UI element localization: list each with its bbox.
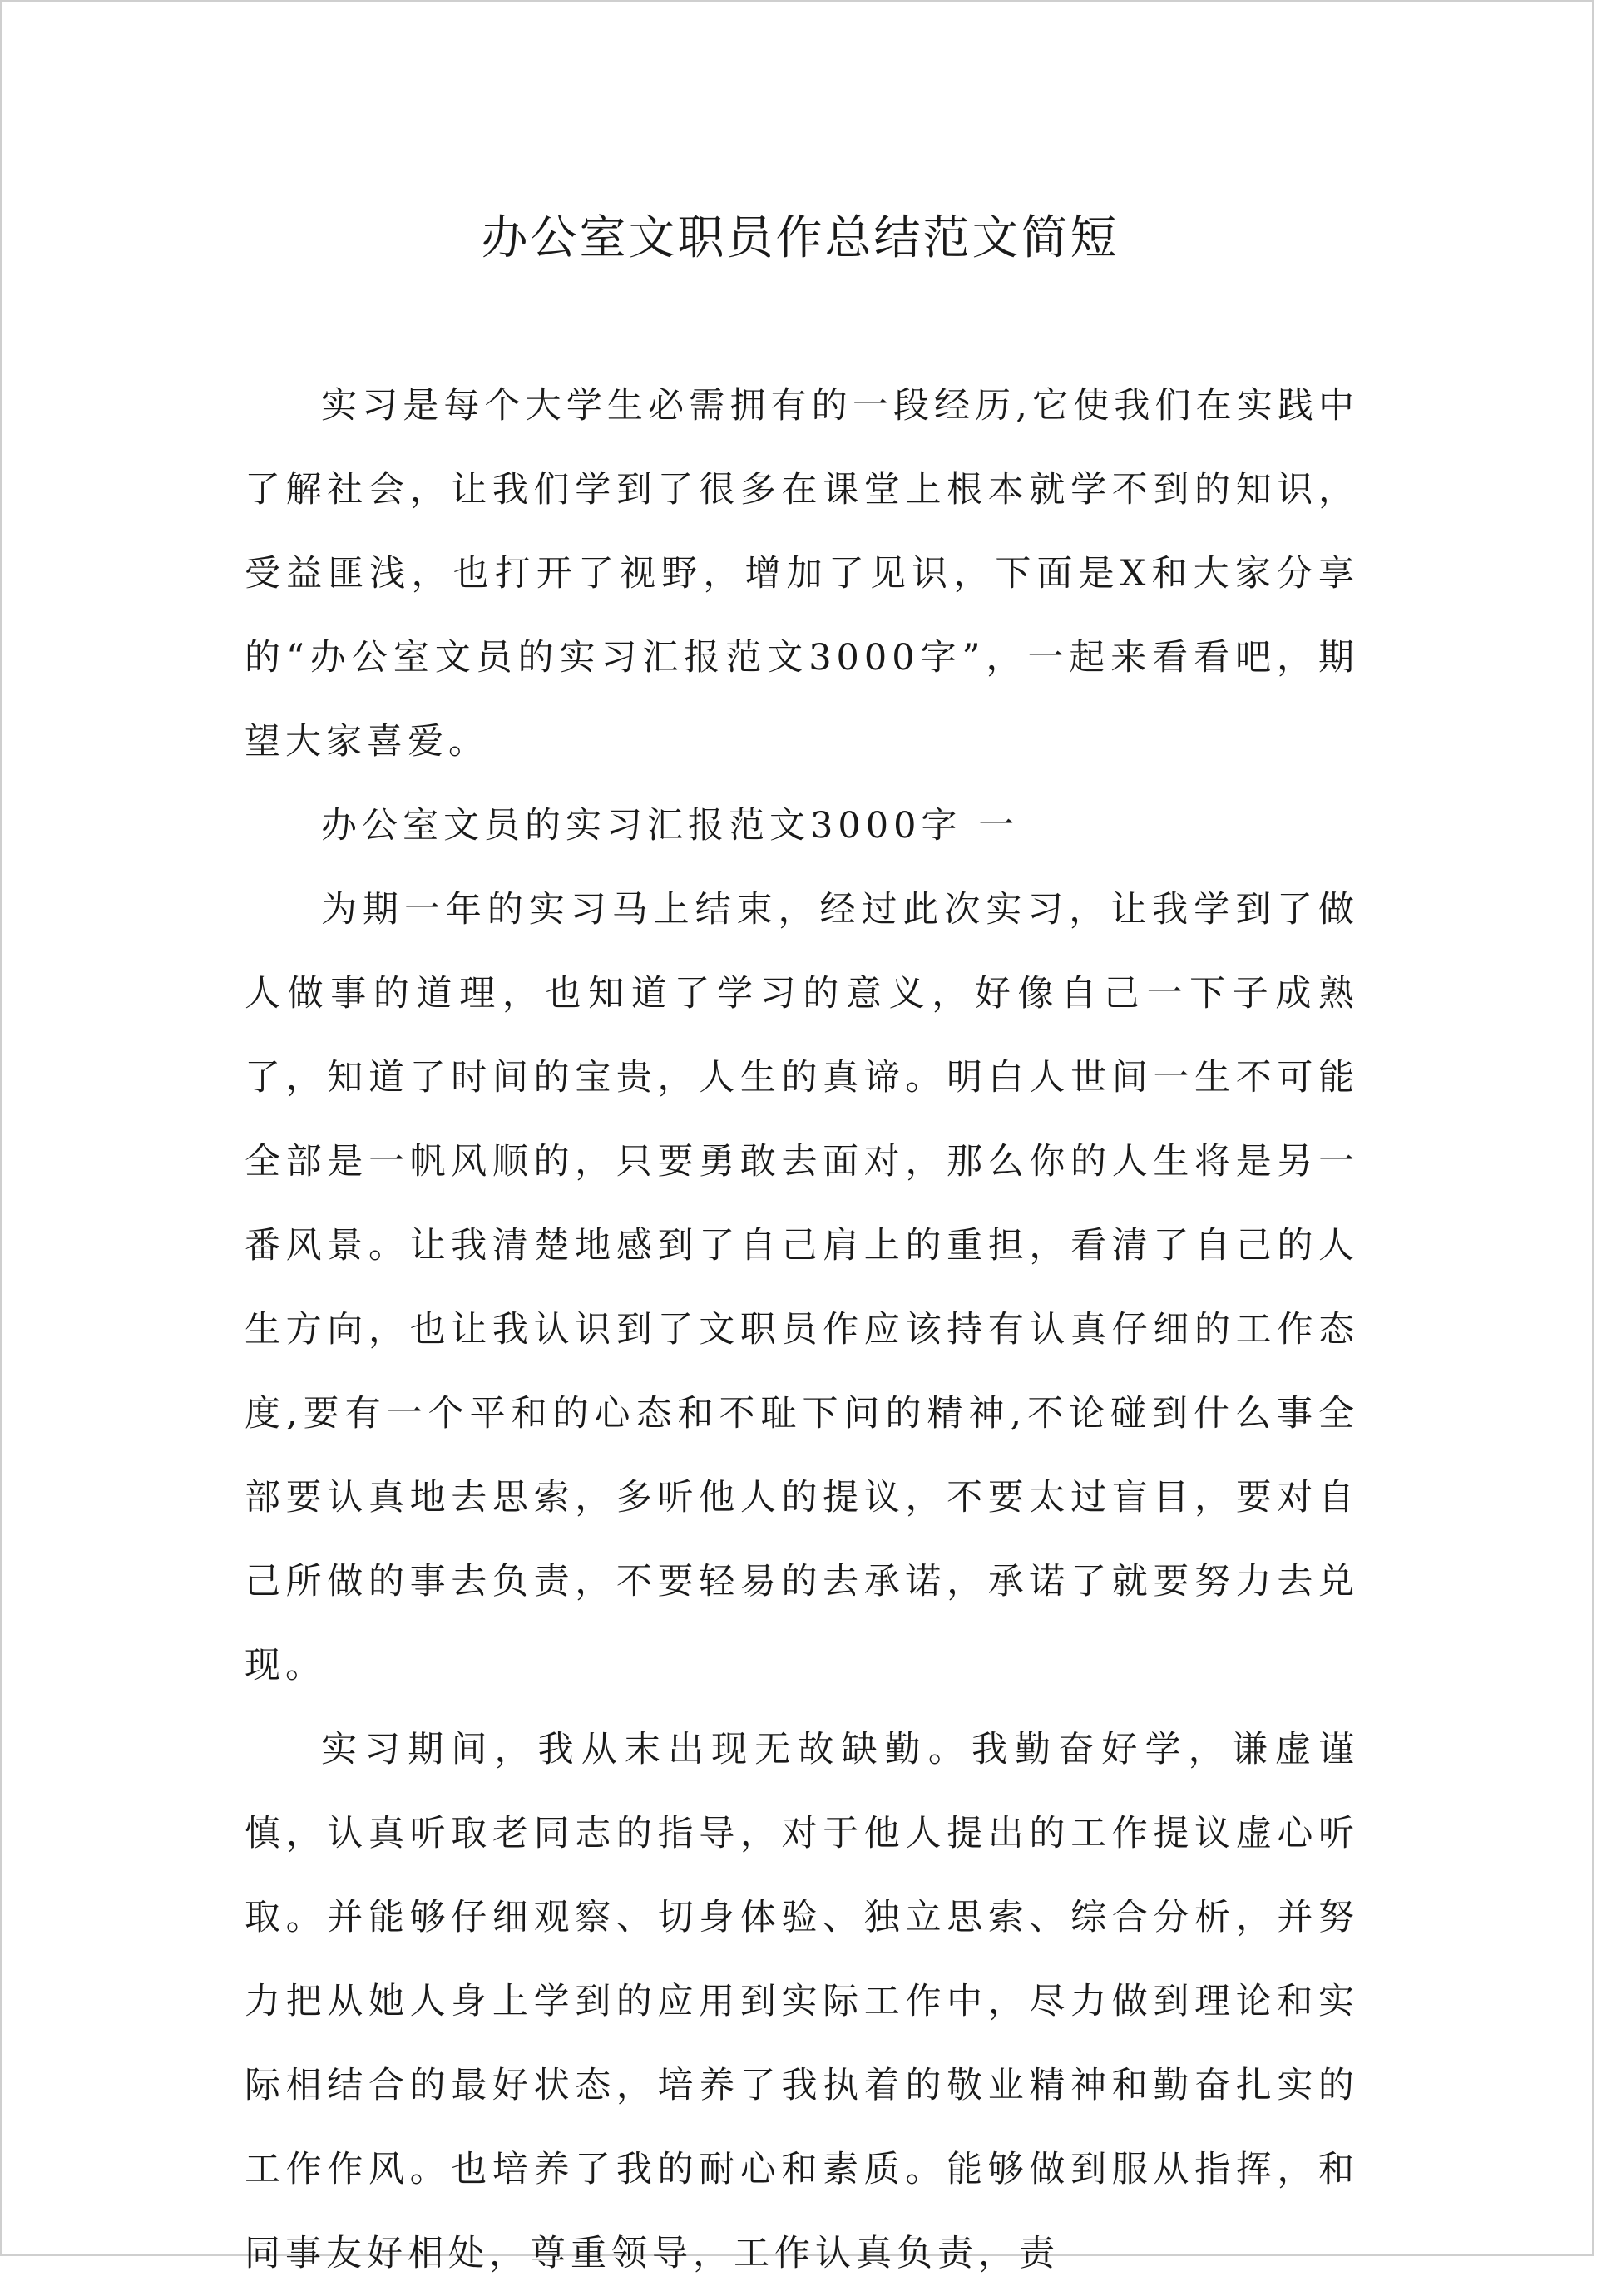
document-title: 办公室文职员作总结范文简短 <box>481 211 1120 265</box>
paragraph-reflection: 为期一年的实习马上结束，经过此次实习，让我学到了做人做事的道理，也知道了学习的意义，好像自己一下子成熟了，知道了时间的宝贵，人生的真谛。明白人世间一生不可能全部是一帆风顺的，只要勇敢去面对，那么你的人生将是另一番风景。让我清楚地感到了自己肩上的重担，看清了自己的人生方向，也让我认识到了文职员作应该持有认真仔细的工作态度,要有一个平和的心态和不耻下问的精神,不论碰到什么事全部要认真地去思索，多听他人的提议，不要太过盲目，要对自己所做的事去负责，不要轻易的去承诺，承诺了就要努力去兑现。 <box>245 889 1359 1686</box>
document-body <box>245 364 1359 2296</box>
paragraph-intro: 实习是每个大学生必需拥有的一段经历,它使我们在实践中了解社会，让我们学到了很多在课堂上根本就学不到的知识，受益匪浅，也打开了视野，增加了见识，下面是X和大家分享的“办公室文员的实习汇报范文3000字”，一起来看看吧，期望大家喜爱。 <box>245 385 1359 763</box>
section-heading: 办公室文员的实习汇报范文3000字 一 <box>321 805 1020 847</box>
paragraph-internship: 实习期间，我从末出现无故缺勤。我勤奋好学，谦虚谨慎，认真听取老同志的指导，对于他人提出的工作提议虚心听取。并能够仔细观察、切身体验、独立思索、综合分析，并努力把从她人身上学到的应用到实际工作中，尽力做到理论和实际相结合的最好状态，培养了我执着的敬业精神和勤奋扎实的工作作风。也培养了我的耐心和素质。能够做到服从指挥，和同事友好相处，尊重领导，工作认真负责，责 <box>245 1729 1359 2274</box>
